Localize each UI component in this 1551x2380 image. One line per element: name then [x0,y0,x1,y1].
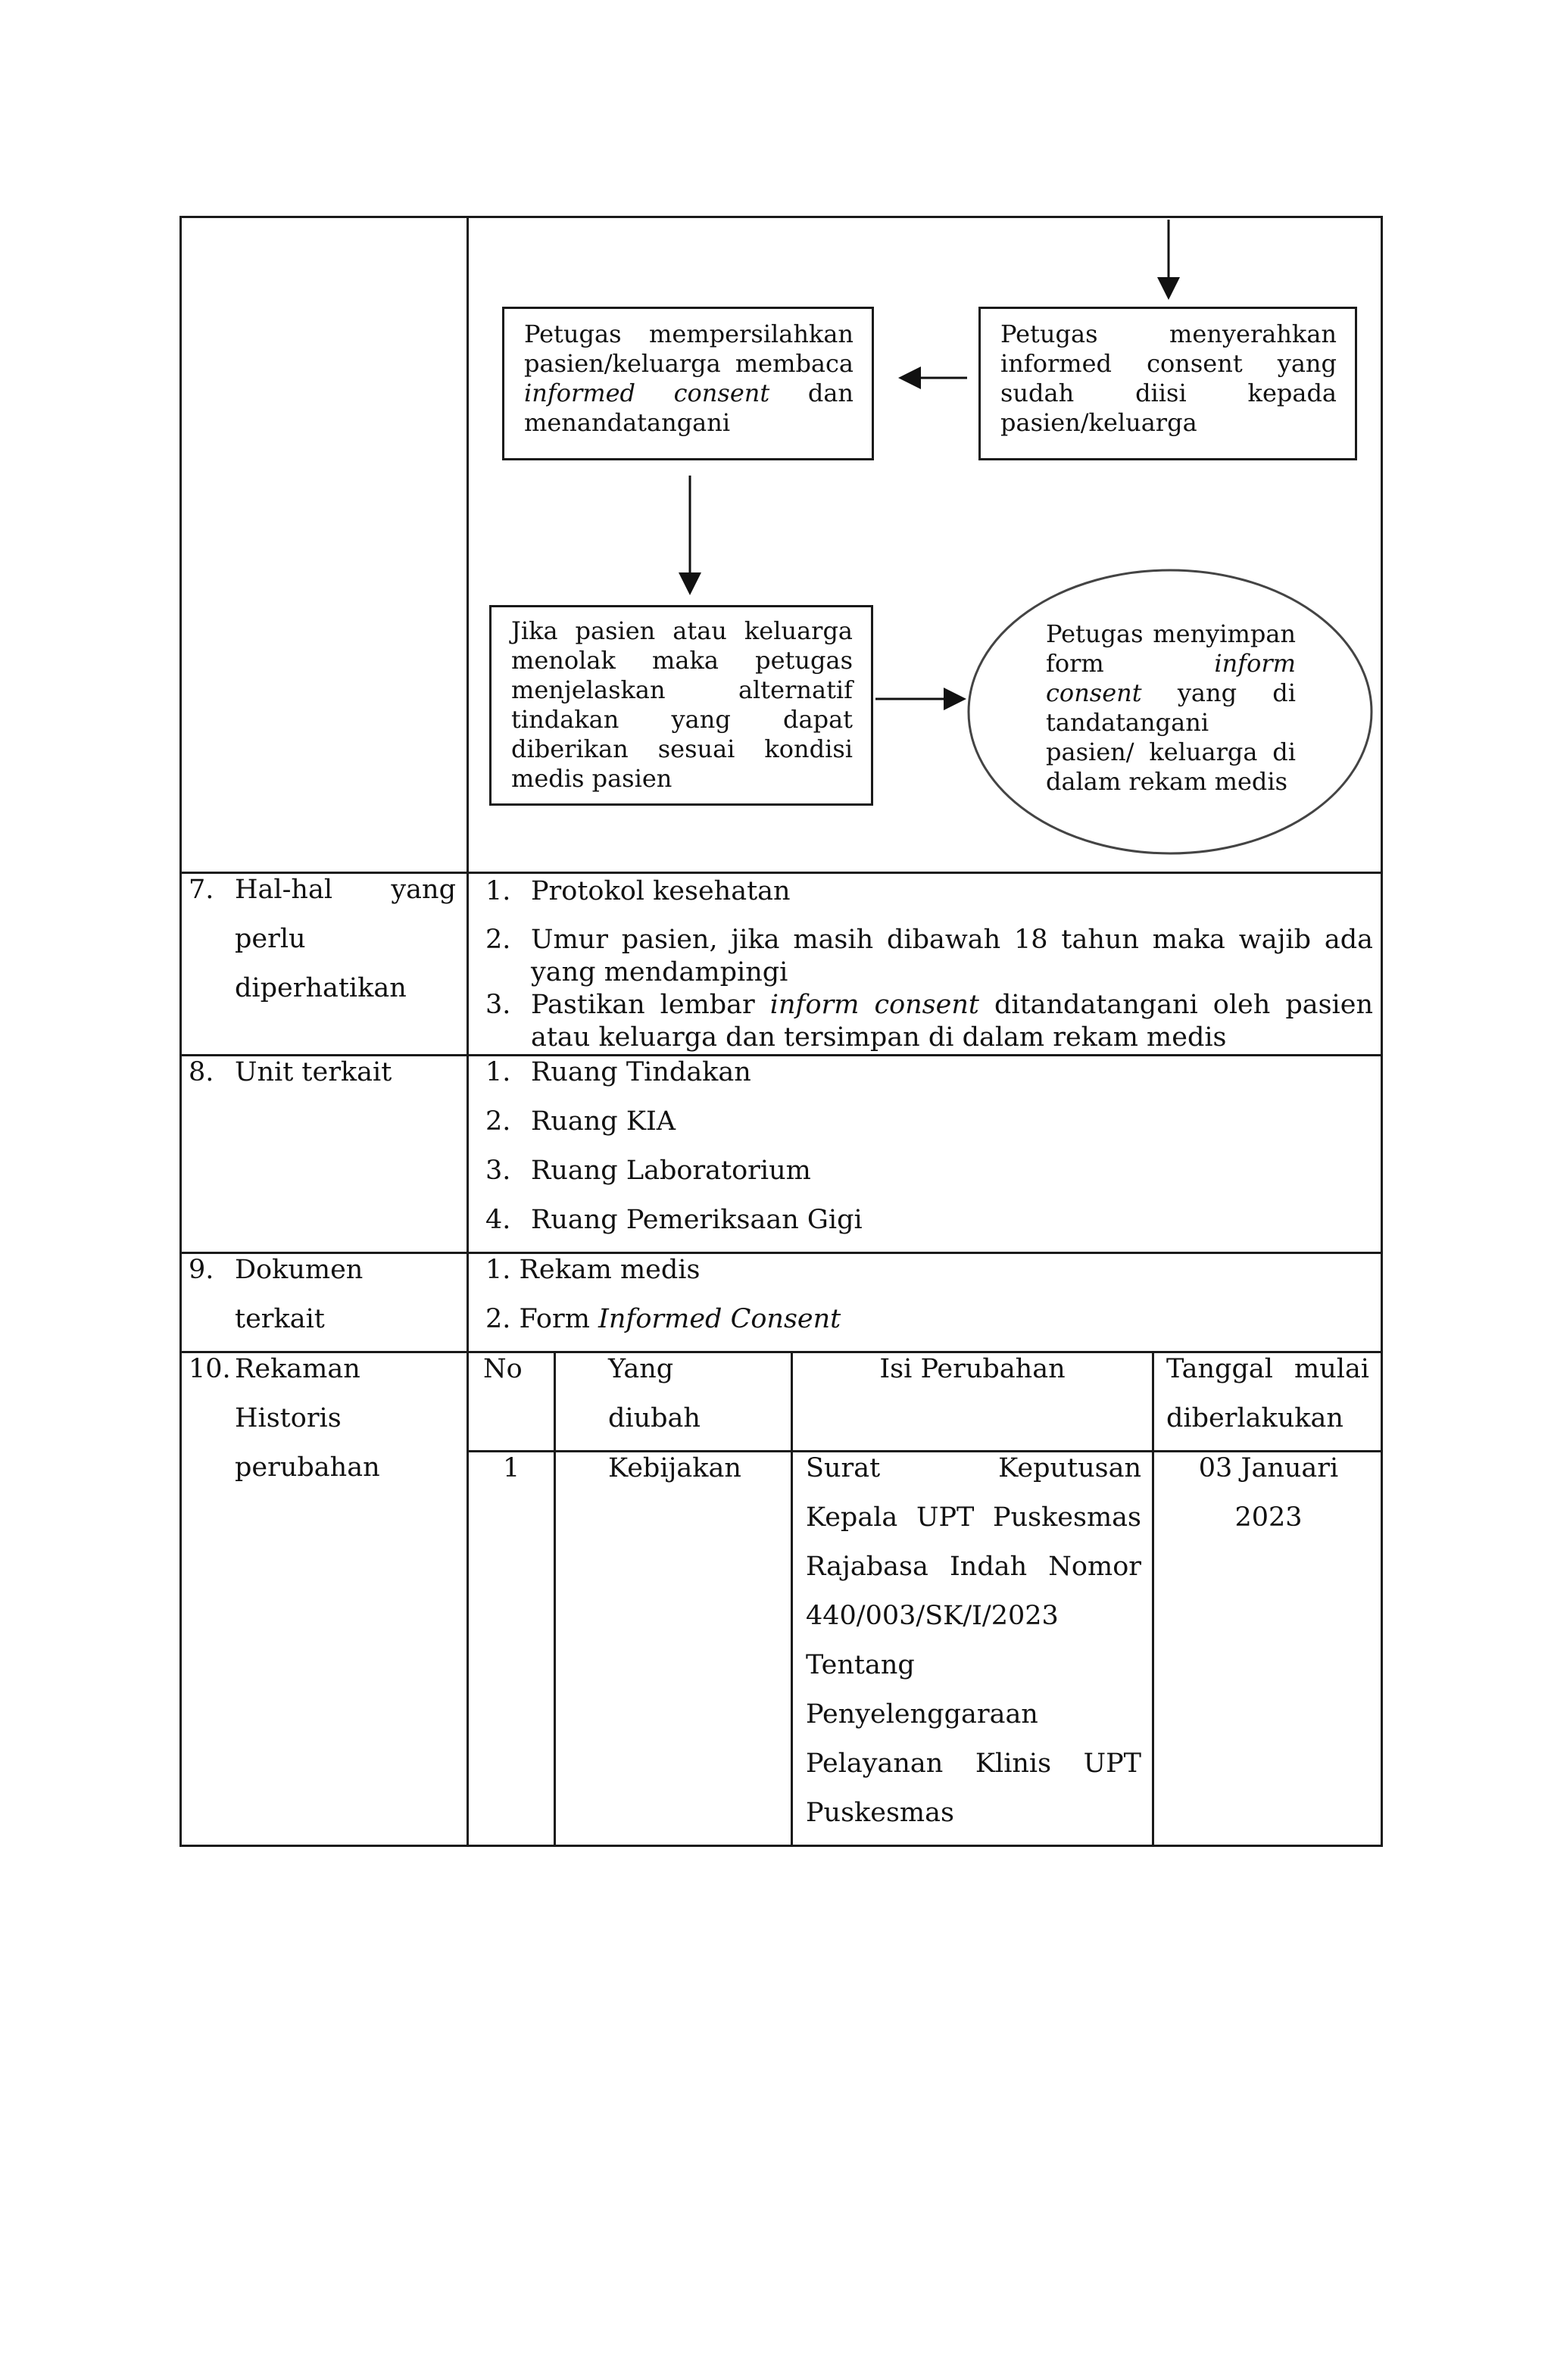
row7-label-line3: diperhatikan [235,973,407,1003]
row7-label-line2: perlu [235,924,306,954]
history-row-content-line3: Rajabasa Indah Nomor [806,1552,1141,1582]
history-row-content-line4: 440/003/SK/I/2023 [806,1601,1059,1631]
history-row-no: 1 [503,1453,520,1483]
flow-box-refuse [489,605,873,806]
row8-item-1-text: Ruang Tindakan [531,1057,751,1087]
history-row-date-line2: 2023 [1234,1502,1303,1533]
row8-item-4-text: Ruang Pemeriksaan Gigi [531,1205,863,1235]
history-row-content-line8: Puskesmas [806,1798,954,1828]
row9-label-line2: terkait [235,1304,325,1334]
table-border-bottom [179,1845,1383,1847]
flow-box-hand-over-text: Petugas menyerahkan informed consent yang sudah diisi kepada pasien/keluarga [1000,320,1337,437]
row9-label-line1: Dokumen [235,1255,364,1285]
history-row-date-line1: 03 Januari [1198,1453,1339,1483]
history-col-divider-2 [791,1351,793,1847]
flow-box-offer-text: Petugas mempersilahkan pasien/keluarga membaca informed consent dan menandatangani [524,320,854,437]
row10-label-line2: Historis [235,1403,342,1433]
row7-item-3 [485,989,1373,1057]
flow-ellipse-store [1046,619,1296,797]
row9-item-1: 1. Rekam medis [485,1255,701,1285]
history-row-content-line6: Penyelenggaraan [806,1699,1038,1730]
history-col-divider-3 [1152,1351,1154,1847]
history-header-no: No [483,1354,523,1384]
flow-box-hand-over [978,307,1357,460]
row8-item-2-num: 2. [485,1106,511,1137]
flow-box-offer [502,307,874,460]
row9-item-2: 2. Form Informed Consent [485,1304,841,1334]
row8-item-1-num: 1. [485,1057,511,1087]
history-row-content-line5: Tentang [806,1650,915,1680]
row7-item-1 [485,875,1373,909]
row7-item-1-text: Protokol kesehatan [531,876,791,906]
row7-item-2-num: 2. [485,925,511,955]
history-col-divider-1 [554,1351,556,1847]
history-header-changed-line1: Yang [608,1354,674,1384]
row7-label-line1: Hal-hal yang [235,875,456,905]
row7-item-2-text: Umur pasien, jika masih dibawah 18 tahun maka wajib ada yang mendampingi [531,925,1373,987]
row8-item-4-num: 4. [485,1205,511,1235]
row7-item-3-num: 3. [485,990,511,1020]
history-header-date-line1: Tanggal mulai [1166,1354,1369,1384]
row10-label-line3: perubahan [235,1452,380,1483]
flow-box-refuse-text: Jika pasien atau keluarga menolak maka petugas menjelaskan alternatif tindakan yang dapat diberikan sesuai kondisi medis pasien [511,616,853,793]
history-header-content: Isi Perubahan [879,1354,1066,1384]
flow-ellipse-store-text: Petugas menyimpan form inform consent yang di tandatangani pasien/ keluarga di dalam rekam medis [1046,619,1296,796]
history-row-content-line2: Kepala UPT Puskesmas [806,1502,1141,1533]
row8-item-3-text: Ruang Laboratorium [531,1156,811,1186]
row7-item-1-num: 1. [485,876,511,906]
row9-number: 9. [189,1255,214,1285]
row8-number: 8. [189,1057,214,1087]
history-row-changed: Kebijakan [608,1453,741,1483]
row10-number: 10. [189,1354,231,1384]
row8-item-2-text: Ruang KIA [531,1106,676,1137]
history-row-content-line7: Pelayanan Klinis UPT [806,1748,1141,1779]
row7-number: 7. [189,875,214,905]
row8-item-3-num: 3. [485,1156,511,1186]
row7-item-2 [485,924,1373,992]
row8-label: Unit terkait [235,1057,392,1087]
row10-label-line1: Rekaman [235,1354,360,1384]
row7-item-3-text: Pastikan lembar inform consent ditandatangani oleh pasien atau keluarga dan tersimpan di dalam rekam medis [531,990,1373,1053]
history-header-changed-line2: diubah [608,1403,701,1433]
history-row-content-line1: Surat Keputusan [806,1453,1141,1483]
history-header-date-line2: diberlakukan [1166,1403,1343,1433]
